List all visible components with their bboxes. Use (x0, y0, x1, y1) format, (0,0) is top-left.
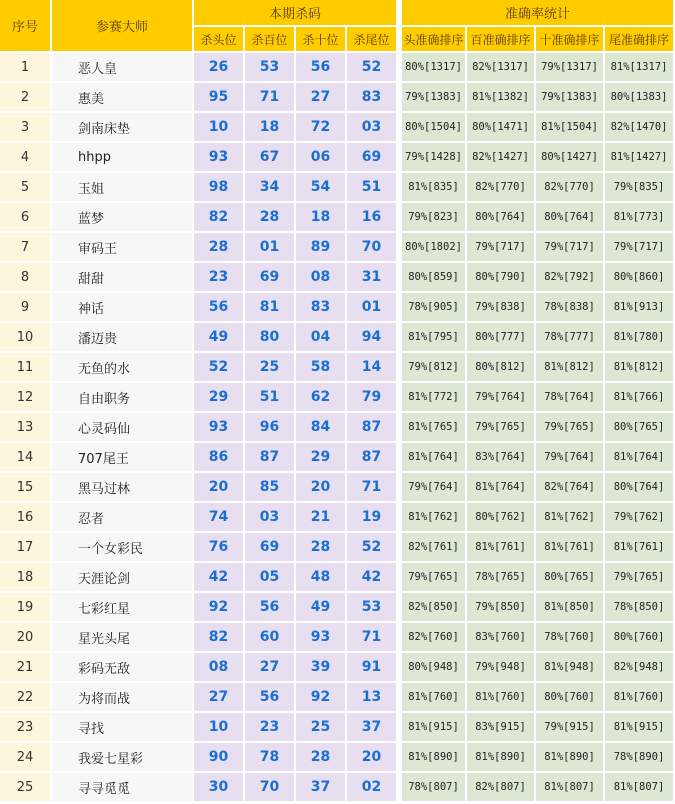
master-name: 一个女彩民 (52, 533, 194, 563)
acc-tail-cell: 80%[760] (605, 623, 675, 653)
acc-hundreds-cell: 80%[777] (467, 323, 536, 353)
acc-head-cell: 81%[915] (398, 713, 467, 743)
master-name: 七彩红星 (52, 593, 194, 623)
acc-tens-cell: 79%[915] (536, 713, 605, 743)
row-index: 2 (0, 83, 52, 113)
acc-tail-cell: 78%[850] (605, 593, 675, 623)
kill-hundreds-cell: 23 (245, 713, 296, 743)
acc-tail-cell: 79%[717] (605, 233, 675, 263)
kill-head-cell: 27 (194, 683, 245, 713)
kill-tail-cell: 69 (347, 143, 398, 173)
acc-tail-cell: 82%[1470] (605, 113, 675, 143)
header-acc-tail: 尾准确排序 (605, 27, 675, 53)
kill-head-cell: 95 (194, 83, 245, 113)
kill-tail-cell: 71 (347, 473, 398, 503)
master-name: 自由职务 (52, 383, 194, 413)
table-row (0, 383, 675, 413)
row-index: 3 (0, 113, 52, 143)
acc-tens-cell: 78%[838] (536, 293, 605, 323)
kill-tens-cell: 06 (296, 143, 347, 173)
kill-tens-cell: 08 (296, 263, 347, 293)
acc-tens-cell: 81%[890] (536, 743, 605, 773)
acc-hundreds-cell: 82%[770] (467, 173, 536, 203)
table-row (0, 83, 675, 113)
acc-hundreds-cell: 83%[915] (467, 713, 536, 743)
acc-hundreds-cell: 79%[717] (467, 233, 536, 263)
table-row (0, 353, 675, 383)
acc-head-cell: 78%[807] (398, 773, 467, 803)
acc-head-cell: 80%[948] (398, 653, 467, 683)
table-row (0, 263, 675, 293)
kill-tail-cell: 37 (347, 713, 398, 743)
kill-tail-cell: 52 (347, 533, 398, 563)
row-index: 5 (0, 173, 52, 203)
acc-head-cell: 80%[1317] (398, 53, 467, 83)
master-name: 审码王 (52, 233, 194, 263)
kill-hundreds-cell: 51 (245, 383, 296, 413)
kill-head-cell: 86 (194, 443, 245, 473)
kill-tens-cell: 92 (296, 683, 347, 713)
acc-tail-cell: 81%[760] (605, 683, 675, 713)
acc-head-cell: 80%[1802] (398, 233, 467, 263)
kill-tens-cell: 58 (296, 353, 347, 383)
kill-tens-cell: 29 (296, 443, 347, 473)
row-index: 21 (0, 653, 52, 683)
table-row (0, 593, 675, 623)
acc-head-cell: 82%[850] (398, 593, 467, 623)
acc-hundreds-cell: 82%[1427] (467, 143, 536, 173)
master-name: 蓝梦 (52, 203, 194, 233)
kill-hundreds-cell: 27 (245, 653, 296, 683)
acc-head-cell: 81%[772] (398, 383, 467, 413)
row-index: 20 (0, 623, 52, 653)
acc-tail-cell: 79%[765] (605, 563, 675, 593)
acc-hundreds-cell: 81%[890] (467, 743, 536, 773)
acc-head-cell: 79%[823] (398, 203, 467, 233)
row-index: 11 (0, 353, 52, 383)
acc-tens-cell: 82%[770] (536, 173, 605, 203)
kill-head-cell: 82 (194, 203, 245, 233)
acc-hundreds-cell: 79%[838] (467, 293, 536, 323)
acc-hundreds-cell: 81%[761] (467, 533, 536, 563)
row-index: 1 (0, 53, 52, 83)
row-index: 6 (0, 203, 52, 233)
kill-tens-cell: 28 (296, 533, 347, 563)
kill-tail-cell: 13 (347, 683, 398, 713)
row-index: 12 (0, 383, 52, 413)
row-index: 18 (0, 563, 52, 593)
kill-head-cell: 90 (194, 743, 245, 773)
header-index: 序号 (0, 0, 52, 53)
table-body (0, 53, 675, 803)
acc-tens-cell: 78%[764] (536, 383, 605, 413)
acc-hundreds-cell: 81%[1382] (467, 83, 536, 113)
master-name: 忍者 (52, 503, 194, 533)
table-row (0, 233, 675, 263)
row-index: 10 (0, 323, 52, 353)
kill-tens-cell: 72 (296, 113, 347, 143)
master-name: 707尾王 (52, 443, 194, 473)
table-row (0, 503, 675, 533)
acc-head-cell: 80%[859] (398, 263, 467, 293)
acc-hundreds-cell: 78%[765] (467, 563, 536, 593)
kill-hundreds-cell: 18 (245, 113, 296, 143)
kill-tail-cell: 51 (347, 173, 398, 203)
acc-tail-cell: 81%[773] (605, 203, 675, 233)
kill-head-cell: 10 (194, 713, 245, 743)
table-row (0, 683, 675, 713)
master-name: 心灵码仙 (52, 413, 194, 443)
acc-tens-cell: 82%[764] (536, 473, 605, 503)
acc-tens-cell: 81%[1504] (536, 113, 605, 143)
kill-tail-cell: 14 (347, 353, 398, 383)
kill-hundreds-cell: 56 (245, 593, 296, 623)
master-name: 黑马过林 (52, 473, 194, 503)
acc-hundreds-cell: 79%[764] (467, 383, 536, 413)
acc-tail-cell: 81%[780] (605, 323, 675, 353)
kill-head-cell: 93 (194, 143, 245, 173)
acc-head-cell: 81%[835] (398, 173, 467, 203)
kill-tens-cell: 37 (296, 773, 347, 803)
kill-tail-cell: 03 (347, 113, 398, 143)
acc-hundreds-cell: 81%[764] (467, 473, 536, 503)
kill-head-cell: 98 (194, 173, 245, 203)
master-name: 彩码无敌 (52, 653, 194, 683)
acc-tail-cell: 78%[890] (605, 743, 675, 773)
kill-head-cell: 76 (194, 533, 245, 563)
master-name: 惠美 (52, 83, 194, 113)
header-acc-tens: 十准确排序 (536, 27, 605, 53)
kill-tail-cell: 94 (347, 323, 398, 353)
header-master: 参赛大师 (52, 0, 194, 53)
acc-hundreds-cell: 80%[790] (467, 263, 536, 293)
table-row (0, 473, 675, 503)
acc-hundreds-cell: 80%[764] (467, 203, 536, 233)
row-index: 23 (0, 713, 52, 743)
acc-tail-cell: 80%[860] (605, 263, 675, 293)
header-kill-tens: 杀十位 (296, 27, 347, 53)
header-kill-group: 本期杀码 (194, 0, 398, 27)
row-index: 19 (0, 593, 52, 623)
kill-head-cell: 10 (194, 113, 245, 143)
kill-tens-cell: 21 (296, 503, 347, 533)
acc-head-cell: 81%[795] (398, 323, 467, 353)
kill-tail-cell: 02 (347, 773, 398, 803)
kill-tens-cell: 49 (296, 593, 347, 623)
row-index: 24 (0, 743, 52, 773)
kill-head-cell: 20 (194, 473, 245, 503)
acc-hundreds-cell: 79%[948] (467, 653, 536, 683)
kill-hundreds-cell: 03 (245, 503, 296, 533)
acc-tens-cell: 81%[807] (536, 773, 605, 803)
kill-head-cell: 49 (194, 323, 245, 353)
kill-tens-cell: 93 (296, 623, 347, 653)
acc-tail-cell: 81%[913] (605, 293, 675, 323)
acc-tail-cell: 81%[764] (605, 443, 675, 473)
header-kill-tail: 杀尾位 (347, 27, 398, 53)
kill-hundreds-cell: 78 (245, 743, 296, 773)
kill-tens-cell: 62 (296, 383, 347, 413)
acc-tens-cell: 82%[792] (536, 263, 605, 293)
table-row (0, 533, 675, 563)
kill-head-cell: 42 (194, 563, 245, 593)
master-name: 剑南床垫 (52, 113, 194, 143)
kill-tens-cell: 27 (296, 83, 347, 113)
kill-tens-cell: 25 (296, 713, 347, 743)
row-index: 17 (0, 533, 52, 563)
acc-head-cell: 79%[765] (398, 563, 467, 593)
master-name: 潘迈贵 (52, 323, 194, 353)
kill-head-cell: 26 (194, 53, 245, 83)
kill-tens-cell: 04 (296, 323, 347, 353)
table-row (0, 143, 675, 173)
master-name: hhpp (52, 143, 194, 173)
acc-tens-cell: 79%[717] (536, 233, 605, 263)
acc-head-cell: 79%[812] (398, 353, 467, 383)
kill-tail-cell: 91 (347, 653, 398, 683)
kill-tail-cell: 87 (347, 413, 398, 443)
acc-tens-cell: 81%[761] (536, 533, 605, 563)
kill-head-cell: 92 (194, 593, 245, 623)
acc-head-cell: 82%[761] (398, 533, 467, 563)
row-index: 9 (0, 293, 52, 323)
master-name: 神话 (52, 293, 194, 323)
row-index: 16 (0, 503, 52, 533)
kill-tens-cell: 56 (296, 53, 347, 83)
header-kill-hundreds: 杀百位 (245, 27, 296, 53)
acc-tens-cell: 81%[948] (536, 653, 605, 683)
master-name: 寻寻觅觅 (52, 773, 194, 803)
acc-tail-cell: 81%[807] (605, 773, 675, 803)
acc-hundreds-cell: 82%[807] (467, 773, 536, 803)
kill-hundreds-cell: 01 (245, 233, 296, 263)
acc-hundreds-cell: 83%[760] (467, 623, 536, 653)
acc-tail-cell: 80%[1383] (605, 83, 675, 113)
kill-hundreds-cell: 25 (245, 353, 296, 383)
acc-tens-cell: 81%[762] (536, 503, 605, 533)
kill-hundreds-cell: 56 (245, 683, 296, 713)
kill-head-cell: 30 (194, 773, 245, 803)
acc-tail-cell: 79%[835] (605, 173, 675, 203)
acc-tens-cell: 79%[1383] (536, 83, 605, 113)
master-name: 星光头尾 (52, 623, 194, 653)
acc-tens-cell: 79%[1317] (536, 53, 605, 83)
kill-tail-cell: 42 (347, 563, 398, 593)
kill-tail-cell: 53 (347, 593, 398, 623)
acc-tail-cell: 81%[812] (605, 353, 675, 383)
kill-tens-cell: 84 (296, 413, 347, 443)
kill-hundreds-cell: 05 (245, 563, 296, 593)
acc-head-cell: 79%[1428] (398, 143, 467, 173)
kill-tail-cell: 01 (347, 293, 398, 323)
table-row (0, 713, 675, 743)
row-index: 7 (0, 233, 52, 263)
acc-tens-cell: 78%[777] (536, 323, 605, 353)
kill-hundreds-cell: 69 (245, 533, 296, 563)
master-name: 恶人皇 (52, 53, 194, 83)
kill-head-cell: 74 (194, 503, 245, 533)
kill-head-cell: 28 (194, 233, 245, 263)
kill-hundreds-cell: 85 (245, 473, 296, 503)
acc-tail-cell: 81%[1427] (605, 143, 675, 173)
row-index: 4 (0, 143, 52, 173)
kill-hundreds-cell: 71 (245, 83, 296, 113)
master-name: 甜甜 (52, 263, 194, 293)
acc-hundreds-cell: 80%[812] (467, 353, 536, 383)
acc-head-cell: 81%[890] (398, 743, 467, 773)
table-row (0, 773, 675, 803)
table-row (0, 743, 675, 773)
table-row (0, 653, 675, 683)
table-row (0, 563, 675, 593)
kill-tail-cell: 83 (347, 83, 398, 113)
kill-tail-cell: 71 (347, 623, 398, 653)
kill-hundreds-cell: 69 (245, 263, 296, 293)
row-index: 14 (0, 443, 52, 473)
master-name: 为将而战 (52, 683, 194, 713)
kill-tail-cell: 20 (347, 743, 398, 773)
acc-tens-cell: 81%[850] (536, 593, 605, 623)
acc-hundreds-cell: 80%[762] (467, 503, 536, 533)
kill-hundreds-cell: 80 (245, 323, 296, 353)
acc-tail-cell: 81%[1317] (605, 53, 675, 83)
row-index: 15 (0, 473, 52, 503)
master-name: 玉姐 (52, 173, 194, 203)
kill-hundreds-cell: 60 (245, 623, 296, 653)
kill-hundreds-cell: 28 (245, 203, 296, 233)
kill-head-cell: 08 (194, 653, 245, 683)
acc-tens-cell: 80%[1427] (536, 143, 605, 173)
acc-head-cell: 81%[760] (398, 683, 467, 713)
kill-tens-cell: 39 (296, 653, 347, 683)
kill-tens-cell: 20 (296, 473, 347, 503)
kill-hundreds-cell: 67 (245, 143, 296, 173)
kill-hundreds-cell: 53 (245, 53, 296, 83)
master-name: 我爱七星彩 (52, 743, 194, 773)
kill-tail-cell: 70 (347, 233, 398, 263)
acc-head-cell: 81%[762] (398, 503, 467, 533)
acc-tail-cell: 82%[948] (605, 653, 675, 683)
header-acc-hundreds: 百准确排序 (467, 27, 536, 53)
kill-head-cell: 82 (194, 623, 245, 653)
acc-tens-cell: 80%[765] (536, 563, 605, 593)
acc-head-cell: 81%[764] (398, 443, 467, 473)
acc-tail-cell: 80%[764] (605, 473, 675, 503)
row-index: 13 (0, 413, 52, 443)
master-name: 寻找 (52, 713, 194, 743)
kill-tail-cell: 52 (347, 53, 398, 83)
acc-head-cell: 80%[1504] (398, 113, 467, 143)
kill-tens-cell: 28 (296, 743, 347, 773)
acc-head-cell: 82%[760] (398, 623, 467, 653)
kill-tens-cell: 18 (296, 203, 347, 233)
acc-tail-cell: 79%[762] (605, 503, 675, 533)
header-acc-head: 头准确排序 (398, 27, 467, 53)
acc-tail-cell: 81%[761] (605, 533, 675, 563)
acc-hundreds-cell: 82%[1317] (467, 53, 536, 83)
kill-head-cell: 29 (194, 383, 245, 413)
kill-tens-cell: 54 (296, 173, 347, 203)
acc-tens-cell: 79%[764] (536, 443, 605, 473)
kill-hundreds-cell: 34 (245, 173, 296, 203)
acc-tail-cell: 80%[765] (605, 413, 675, 443)
acc-tail-cell: 81%[766] (605, 383, 675, 413)
table-row (0, 413, 675, 443)
acc-tens-cell: 80%[760] (536, 683, 605, 713)
kill-head-cell: 23 (194, 263, 245, 293)
acc-hundreds-cell: 81%[760] (467, 683, 536, 713)
kill-hundreds-cell: 96 (245, 413, 296, 443)
header-row-top (0, 0, 675, 27)
kill-tens-cell: 48 (296, 563, 347, 593)
master-name: 无鱼的水 (52, 353, 194, 383)
table-row (0, 113, 675, 143)
row-index: 25 (0, 773, 52, 803)
kill-tens-cell: 83 (296, 293, 347, 323)
header-accuracy-group: 准确率统计 (398, 0, 675, 27)
acc-hundreds-cell: 79%[765] (467, 413, 536, 443)
acc-hundreds-cell: 79%[850] (467, 593, 536, 623)
table-row (0, 53, 675, 83)
kill-head-cell: 56 (194, 293, 245, 323)
table-row (0, 623, 675, 653)
kill-tail-cell: 19 (347, 503, 398, 533)
acc-tens-cell: 78%[760] (536, 623, 605, 653)
table-row (0, 443, 675, 473)
master-name: 天涯论剑 (52, 563, 194, 593)
kill-hundreds-cell: 87 (245, 443, 296, 473)
acc-head-cell: 81%[765] (398, 413, 467, 443)
kill-head-cell: 93 (194, 413, 245, 443)
row-index: 22 (0, 683, 52, 713)
kill-tail-cell: 16 (347, 203, 398, 233)
acc-tens-cell: 81%[812] (536, 353, 605, 383)
acc-tail-cell: 81%[915] (605, 713, 675, 743)
table-row (0, 203, 675, 233)
kill-tail-cell: 79 (347, 383, 398, 413)
header-kill-head: 杀头位 (194, 27, 245, 53)
acc-tens-cell: 79%[765] (536, 413, 605, 443)
table-row (0, 323, 675, 353)
acc-hundreds-cell: 80%[1471] (467, 113, 536, 143)
acc-head-cell: 78%[905] (398, 293, 467, 323)
kill-tail-cell: 31 (347, 263, 398, 293)
kill-hundreds-cell: 70 (245, 773, 296, 803)
kill-head-cell: 52 (194, 353, 245, 383)
acc-head-cell: 79%[764] (398, 473, 467, 503)
acc-head-cell: 79%[1383] (398, 83, 467, 113)
kill-tens-cell: 89 (296, 233, 347, 263)
acc-tens-cell: 80%[764] (536, 203, 605, 233)
acc-hundreds-cell: 83%[764] (467, 443, 536, 473)
kill-hundreds-cell: 81 (245, 293, 296, 323)
table-row (0, 293, 675, 323)
kill-tail-cell: 87 (347, 443, 398, 473)
table-row (0, 173, 675, 203)
row-index: 8 (0, 263, 52, 293)
